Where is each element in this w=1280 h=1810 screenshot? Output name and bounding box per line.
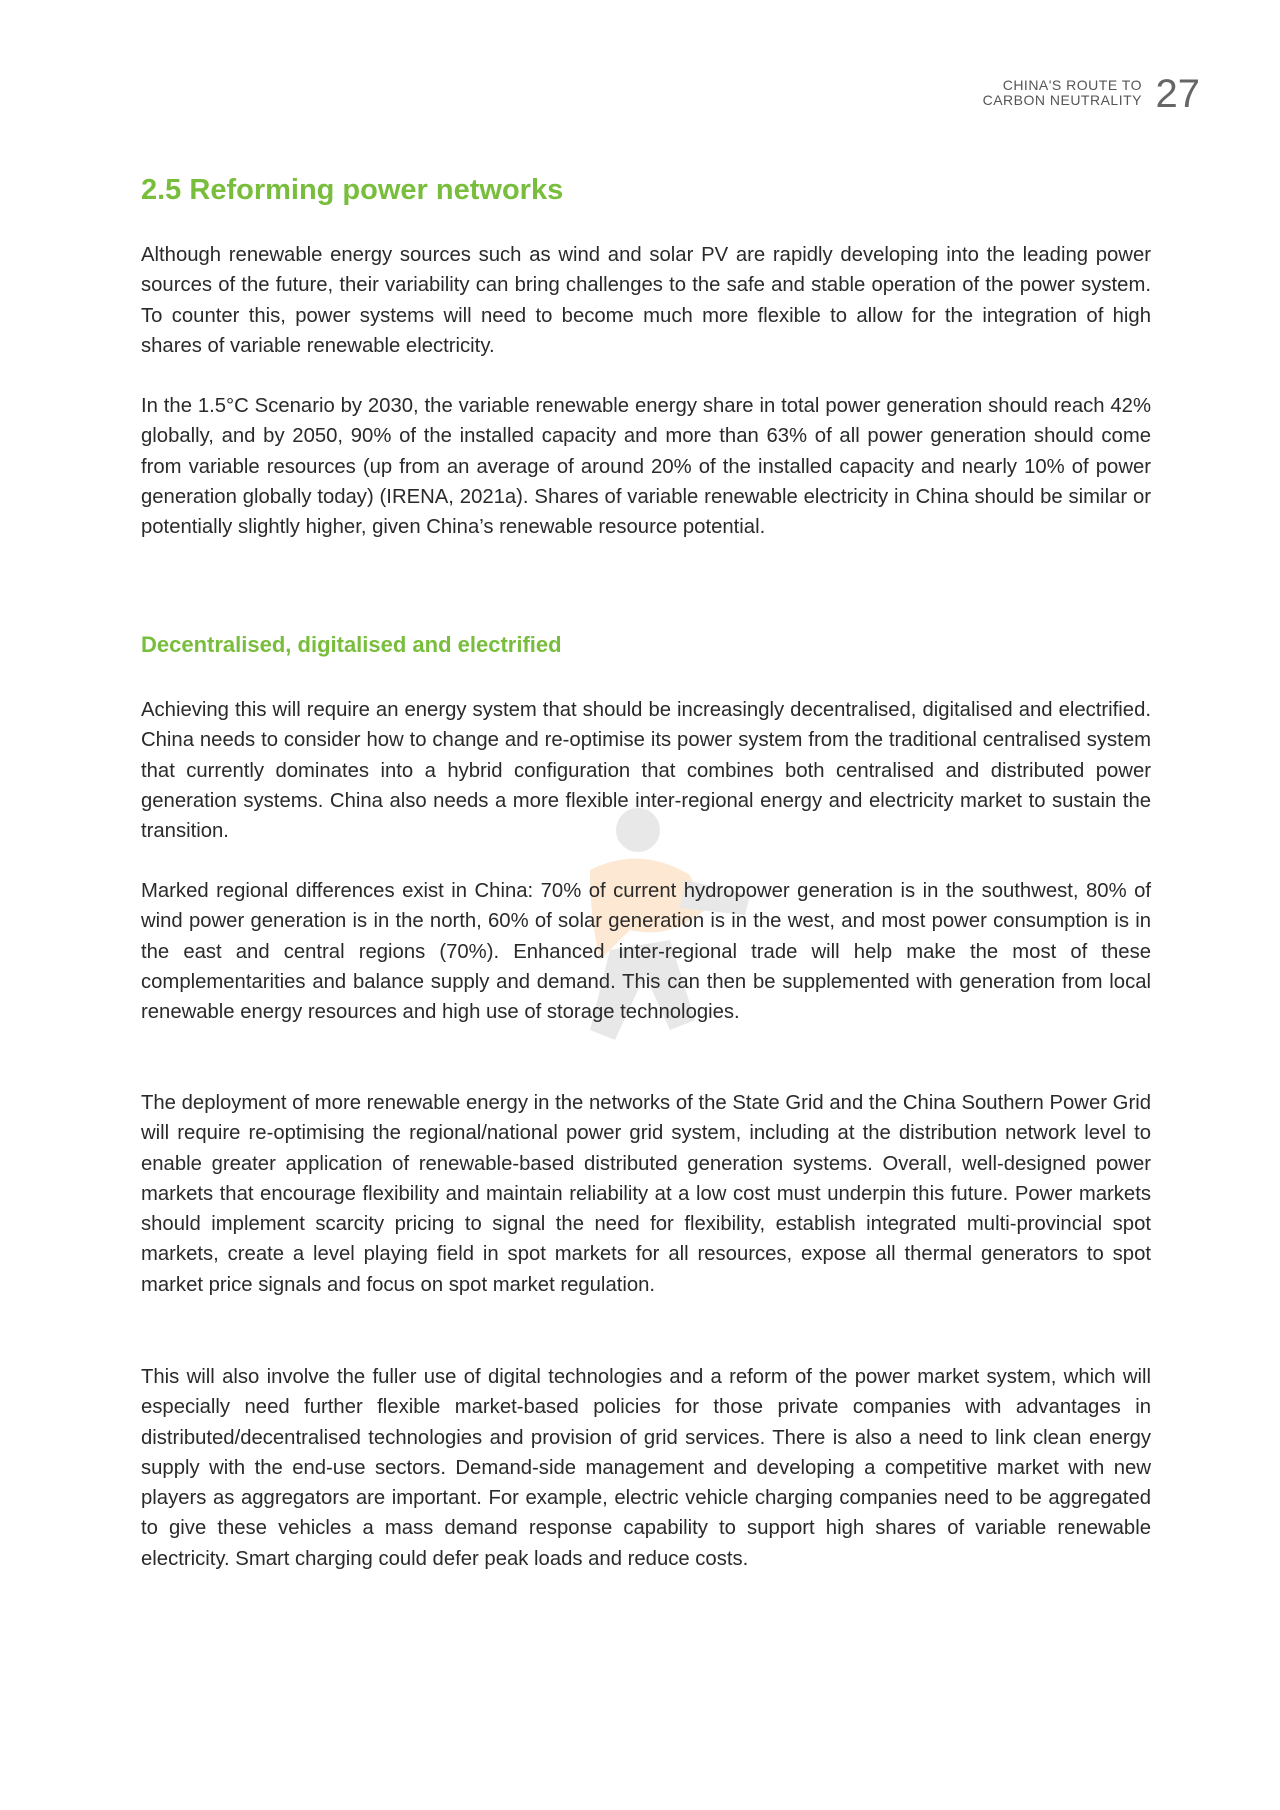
paragraph-4: Marked regional differences exist in China: 70% of current hydropower generation is in the southwest, 80% of wind power generation is in the north, 60% of solar generation is in the west, and most power consumption is in the east and central regions (70%). Enhanced inter-regional trade will help make the most of these complementarities and balance supply and demand. This can then be supplemented with generation from local renewable energy resources and high use of storage technologies.	[141, 880, 1151, 1024]
paragraph-5: The deployment of more renewable energy in the networks of the State Grid and the China Southern Power Grid will require re-optimising the regional/national power grid system, including at the distribution network level to enable greater application of renewable-based distributed generation systems. Overall, well-designed power markets that encourage flexibility and maintain reliability at a low cost must underpin this future. Power markets should implement scarcity pricing to signal the need for flexibility, establish integrated multi-provincial spot markets, create a level playing field in spot markets for all resources, expose all thermal generators to spot market price signals and focus on spot market regulation.	[141, 1092, 1151, 1296]
subsection-title: Decentralised, digitalised and electrified	[141, 632, 562, 657]
running-header	[983, 78, 1142, 108]
section-title: 2.5 Reforming power networks	[141, 174, 564, 206]
header-line-1: CHINA'S ROUTE TO	[1002, 77, 1142, 93]
paragraph-6: This will also involve the fuller use of digital technologies and a reform of the power market system, which will especially need further flexible market-based policies for those private companies with advantages in distributed/decentralised technologies and provision of grid services. There is also a need to link clean energy supply with the end-use sectors. Demand-side management and developing a competitive market with new players as aggregators are important. For example, electric vehicle charging companies need to be aggregated to give these vehicles a mass demand response capability to support high shares of variable renewable electricity. Smart charging could defer peak loads and reduce costs.	[141, 1366, 1151, 1570]
paragraph-1: Although renewable energy sources such as wind and solar PV are rapidly developing into the leading power sources of the future, their variability can bring challenges to the safe and stable operation of the power system. To counter this, power systems will need to become much more flexible to allow for the integration of high shares of variable renewable electricity.	[141, 244, 1151, 357]
header-line-2: CARBON NEUTRALITY	[982, 92, 1142, 108]
paragraph-2: In the 1.5°C Scenario by 2030, the variable renewable energy share in total power generation should reach 42% globally, and by 2050, 90% of the installed capacity and more than 63% of all power generation should come from variable resources (up from an average of around 20% of the installed capacity and nearly 10% of power generation globally today) (IRENA, 2021a). Shares of variable renewable electricity in China should be similar or potentially slightly higher, given China’s renewable resource potential.	[141, 395, 1151, 539]
paragraph-3: Achieving this will require an energy system that should be increasingly decentralised, digitalised and electrified. China needs to consider how to change and re-optimise its power system from the traditional centralised system that currently dominates into a hybrid configuration that combines both centralised and distributed power generation systems. China also needs a more flexible inter-regional energy and electricity market to sustain the transition.	[141, 699, 1151, 843]
page-number: 27	[1155, 72, 1200, 116]
